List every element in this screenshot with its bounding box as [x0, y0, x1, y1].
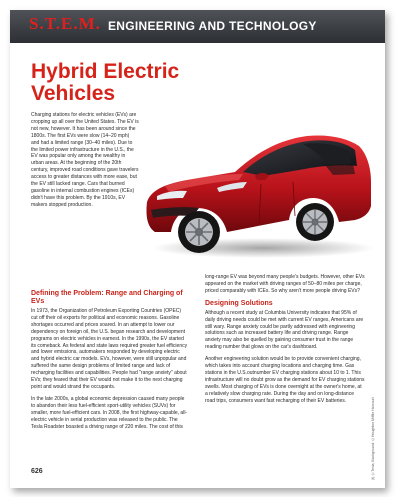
- section-heading-problem: Defining the Problem: Range and Charging of EVs: [31, 290, 183, 305]
- paragraph: In the late 2000s, a global economic depression caused many people to abandon their less fuel-efficient sport-utility vehicles (SUVs) for smaller, more fuel-efficient cars. In 2008, the first highway-capable, all-electric vehicle in serial production was released to the public. The Tesla Roadster boasted a driving range of 220 miles. The cost of this: [31, 395, 188, 430]
- left-column: [31, 290, 189, 430]
- intro-text: Charging stations for electric vehicles (EVs) are cropping up all over the United States. The EV is not new, however. It has been around since the 1800s. The first EVs were slow (14–20 mph) and had a limited range (30–40 miles). Due to the limited power infrastructure in the U.S., the EV was popular only among the wealthy in urban areas. At the beginning of the 20th century, improved road conditions gave travelers access to greater distances with more ease, but the EV still lacked range. Cars that burned gasoline in internal combustion engines (ICEs) didn't have this problem. By the 1910s, EV makers stopped production.: [31, 112, 139, 208]
- intro-paragraph: [31, 112, 139, 209]
- section-heading-solutions: Designing Solutions: [205, 299, 273, 307]
- right-column: [205, 274, 365, 405]
- car-photo: [143, 120, 375, 260]
- header-bar: [10, 10, 385, 43]
- page-number: 626: [31, 468, 43, 475]
- paragraph: In 1973, the Organization of Petroleum Exporting Countries (OPEC) cut off their oil exports for political and economic reasons. Gasoline shortages occurred and prices soared. In an attempt to lower our dependency on foreign oil, the U.S. began research and development programs on electric vehicles in earnest. In the 1990s, the EV started its comeback. As federal and state laws required greater fuel efficiency and lower emissions, automakers responded by developing electric and hybrid electric car models. EVs, however, were still unpopular and suffered the same design problems of limited range and lack of recharging facilities and capabilities. People had "range anxiety" about EVs; they feared that their EV would not make it to the next charging point and would strand the occupants.: [31, 308, 188, 390]
- article-title: Hybrid Electric Vehicles: [31, 60, 180, 105]
- photo-credit: (t) ©Tesla; Background: ©Houghton Mifflin Harcourt: [371, 397, 375, 480]
- stem-logo: S.T.E.M.: [29, 14, 101, 33]
- magazine-page: [10, 10, 385, 488]
- paragraph: long-range EV was beyond many people's budgets. However, other EVs appeared on the market with driving ranges of 50–80 miles per charge, priced comparably with ICEs. So why aren't more people driving EVs?: [205, 274, 365, 294]
- paragraph: Although a recent study at Columbia University indicates that 95% of daily driving needs could be met with current EV ranges, Americans are still wary. Range anxiety could be partly addressed with engineering solutions such as increased battery life and driving range. Range anxiety may also be quelled by gaining consumer trust in the range reading number that glows on the car's dashboard.: [205, 309, 364, 351]
- paragraph: Another engineering solution would be to provide convenient charging, which takes into account charging locations and charging time. Gas stations in the U.S.outnumber EV charging stations about 10 to 1. This infrastructure will no doubt grow as the demand for EV charging stations swells. Most charging of EVs is done overnight at the owner's home, at a relatively slow charging rate. During the day and on long-distance road trips, consumers want fast recharging of their EV batteries.: [205, 356, 365, 404]
- red-sedan-icon: [143, 120, 375, 260]
- section-title: ENGINEERING AND TECHNOLOGY: [108, 19, 317, 33]
